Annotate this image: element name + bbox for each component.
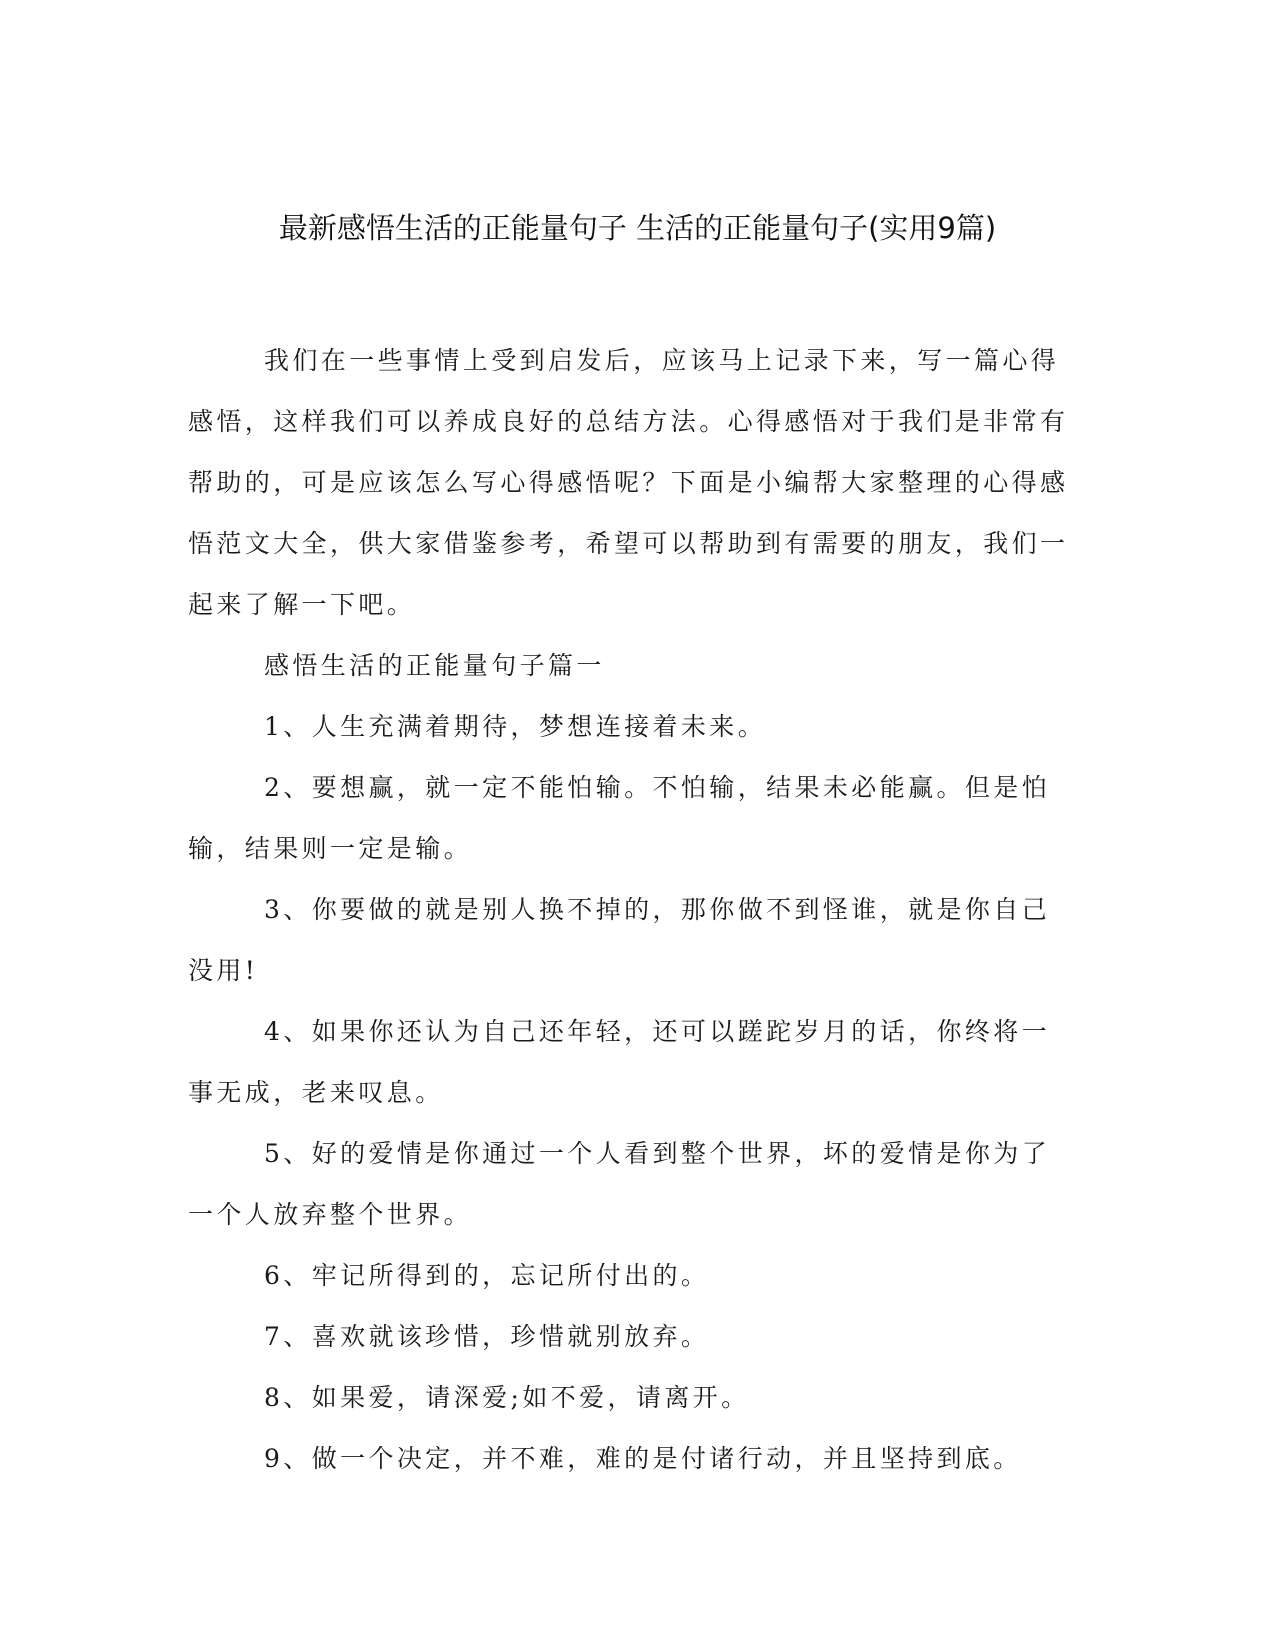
quote-item-8: 8、如果爱，请深爱;如不爱，请离开。 xyxy=(264,1383,750,1412)
quote-item-2: 2、要想赢，就一定不能怕输。不怕输，结果未必能赢。但是怕输，结果则一定是输。 xyxy=(188,773,1051,863)
quote-item-4: 4、如果你还认为自己还年轻，还可以蹉跎岁月的话，你终将一事无成，老来叹息。 xyxy=(188,1017,1051,1107)
quote-item-1: 1、人生充满着期待，梦想连接着未来。 xyxy=(264,712,767,741)
quote-item-7: 7、喜欢就该珍惜，珍惜就别放弃。 xyxy=(264,1322,710,1351)
quote-item-3: 3、你要做的就是别人换不掉的，那你做不到怪谁，就是你自己没用! xyxy=(188,895,1051,985)
section-heading: 感悟生活的正能量句子篇一 xyxy=(264,651,605,680)
quote-item-5: 5、好的爱情是你通过一个人看到整个世界，坏的爱情是你为了一个人放弃整个世界。 xyxy=(188,1139,1051,1229)
quote-item-9: 9、做一个决定，并不难，难的是付诸行动，并且坚持到底。 xyxy=(264,1444,1022,1473)
intro-paragraph: 我们在一些事情上受到启发后，应该马上记录下来，写一篇心得感悟，这样我们可以养成良好的总结方法。心得感悟对于我们是非常有帮助的，可是应该怎么写心得感悟呢？下面是小编帮大家整理的心得感悟范文大全，供大家借鉴参考，希望可以帮助到有需要的朋友，我们一起来了解一下吧。 xyxy=(188,346,1069,619)
quote-item-6: 6、牢记所得到的，忘记所付出的。 xyxy=(264,1261,710,1290)
document-body xyxy=(188,330,1073,1489)
document-title: 最新感悟生活的正能量句子 生活的正能量句子(实用9篇) xyxy=(278,211,997,245)
